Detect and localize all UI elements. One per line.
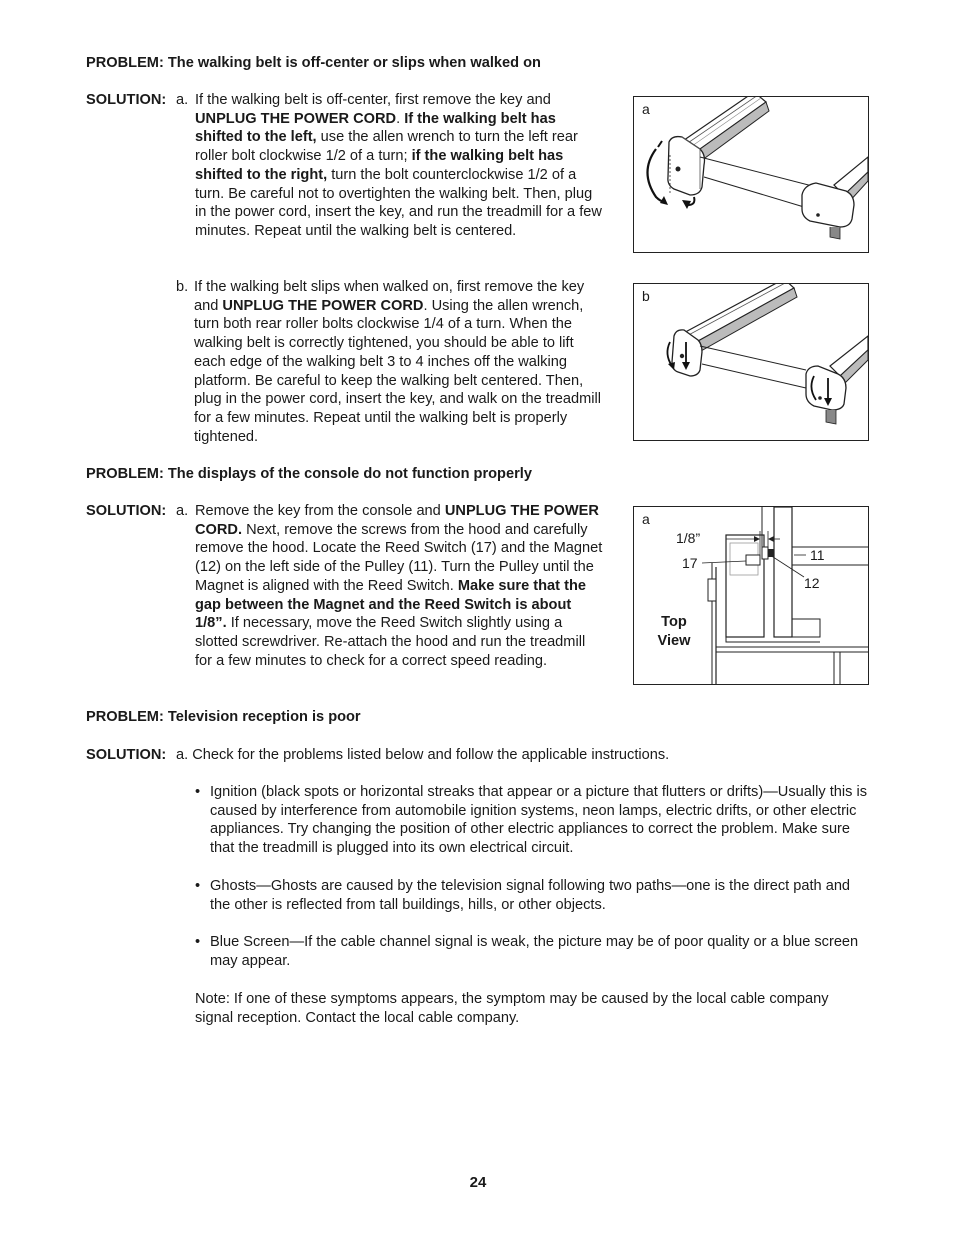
bullet-glyph: • (195, 784, 201, 800)
solution-paragraph (194, 278, 604, 446)
view-caption (652, 613, 696, 650)
text-run-bold: If the walking belt has shifted to the left, (195, 110, 556, 146)
text-run: . (396, 110, 405, 127)
step-marker: a. (176, 503, 189, 519)
list-item (195, 783, 871, 858)
figure-belt-adjust-b (633, 283, 869, 441)
solution-label: SOLUTION: (86, 747, 167, 763)
figure-label: b (642, 288, 650, 304)
text-run: use the allen wrench to turn the left rear roller bolt clockwise 1/2 of a turn; (195, 129, 578, 165)
text-run-bold: UNPLUG THE POWER CORD (222, 297, 424, 314)
list-item-text: Blue Screen—If the cable channel signal is weak, the picture may be of poor quality or a blue screen may appear. (210, 934, 859, 969)
problem-heading: PROBLEM: Television reception is poor (86, 709, 361, 725)
figure-belt-adjust-a (633, 96, 869, 253)
solution-paragraph (195, 91, 605, 241)
page-number: 24 (469, 1174, 487, 1191)
text-run: If the walking belt is off-center, first remove the key and (195, 92, 551, 108)
figure-reed-switch (633, 506, 869, 685)
reed-switch-diagram (634, 507, 868, 684)
list-item-text: Ghosts—Ghosts are caused by the television signal following two paths—one is the direct path and the other is reflected from tall buildings, hills, or other objects. (210, 878, 851, 913)
list-item-text: Ignition (black spots or horizontal streaks that appear or a picture that flutters or drifts)—Usually this is caused by interference from automobile ignition systems, neon lamps, electric drifts, or other electric appliances. Try changing the position of other electric appliances to correct the problem. Make sure that the treadmill is plugged into its own electrical circuit. (210, 784, 868, 857)
view-caption-line: Top (661, 614, 687, 630)
note-paragraph: Note: If one of these symptoms appears, the symptom may be caused by the local cable company signal reception. Contact the local cable company. (195, 991, 829, 1026)
bullet-glyph: • (195, 878, 201, 894)
treadmill-rear-illustration (634, 97, 868, 252)
list-item (195, 877, 871, 914)
part-number-17: 17 (682, 555, 698, 571)
text-run: Remove the key from the console and (195, 503, 445, 519)
text-run: If necessary, move the Reed Switch slightly using a slotted screwdriver. Re-attach the hood and run the treadmill for a few minutes to check for a correct speed reading. (195, 615, 586, 669)
part-number-11: 11 (810, 547, 825, 563)
solution-paragraph (195, 502, 605, 670)
step-marker: b. (176, 279, 189, 295)
treadmill-rear-illustration (634, 284, 868, 440)
text-run-bold: UNPLUG THE POWER CORD. (195, 503, 599, 538)
text-run-bold: UNPLUG THE POWER CORD (195, 110, 397, 127)
problem-heading: PROBLEM: The walking belt is off-center or slips when walked on (86, 55, 541, 71)
text-run: turn the bolt counterclockwise 1/2 of a turn. Be careful not to overtighten the walking belt. Then, plug in the power cord, insert the key, and run the treadmill for a few minutes. Repeat until the walking belt is centered. (195, 166, 602, 239)
part-number-12: 12 (804, 575, 820, 591)
gap-dimension-label: 1/8” (676, 530, 701, 546)
step-marker: a. (176, 92, 189, 108)
solution-paragraph: a. Check for the problems listed below and follow the applicable instructions. (176, 747, 670, 763)
solution-label: SOLUTION: (86, 503, 167, 519)
figure-label: a (642, 101, 650, 117)
bullet-glyph: • (195, 934, 201, 950)
figure-label: a (642, 511, 650, 527)
text-run-bold: if the walking belt has shifted to the right, (195, 148, 564, 183)
list-item (195, 933, 871, 970)
problem-heading: PROBLEM: The displays of the console do not function properly (86, 466, 532, 482)
text-run-bold: Make sure that the gap between the Magnet and the Reed Switch is about 1/8”. (195, 577, 586, 632)
text-run: Next, remove the screws from the hood and carefully remove the hood. Locate the Reed Switch (17) and the Magnet (12) on the left side of the Pulley (11). Turn the Pulley until the Magnet is aligned with the Reed Switch. (195, 521, 603, 594)
view-caption-line: View (657, 632, 691, 649)
text-run: . Using the allen wrench, turn both rear roller bolts clockwise 1/4 of a turn. When the walking belt is correctly tightened, you should be able to lift each edge of the walking belt 3 to 4 inches off the walking platform. Be careful to keep the walking belt centered. Then, plug in the power cord, insert the key, and walk on the treadmill for a few minutes. Repeat until the walking belt is properly tightened. (194, 297, 601, 445)
solution-label: SOLUTION: (86, 92, 167, 108)
text-run: If the walking belt slips when walked on, first remove the key and (194, 279, 585, 314)
